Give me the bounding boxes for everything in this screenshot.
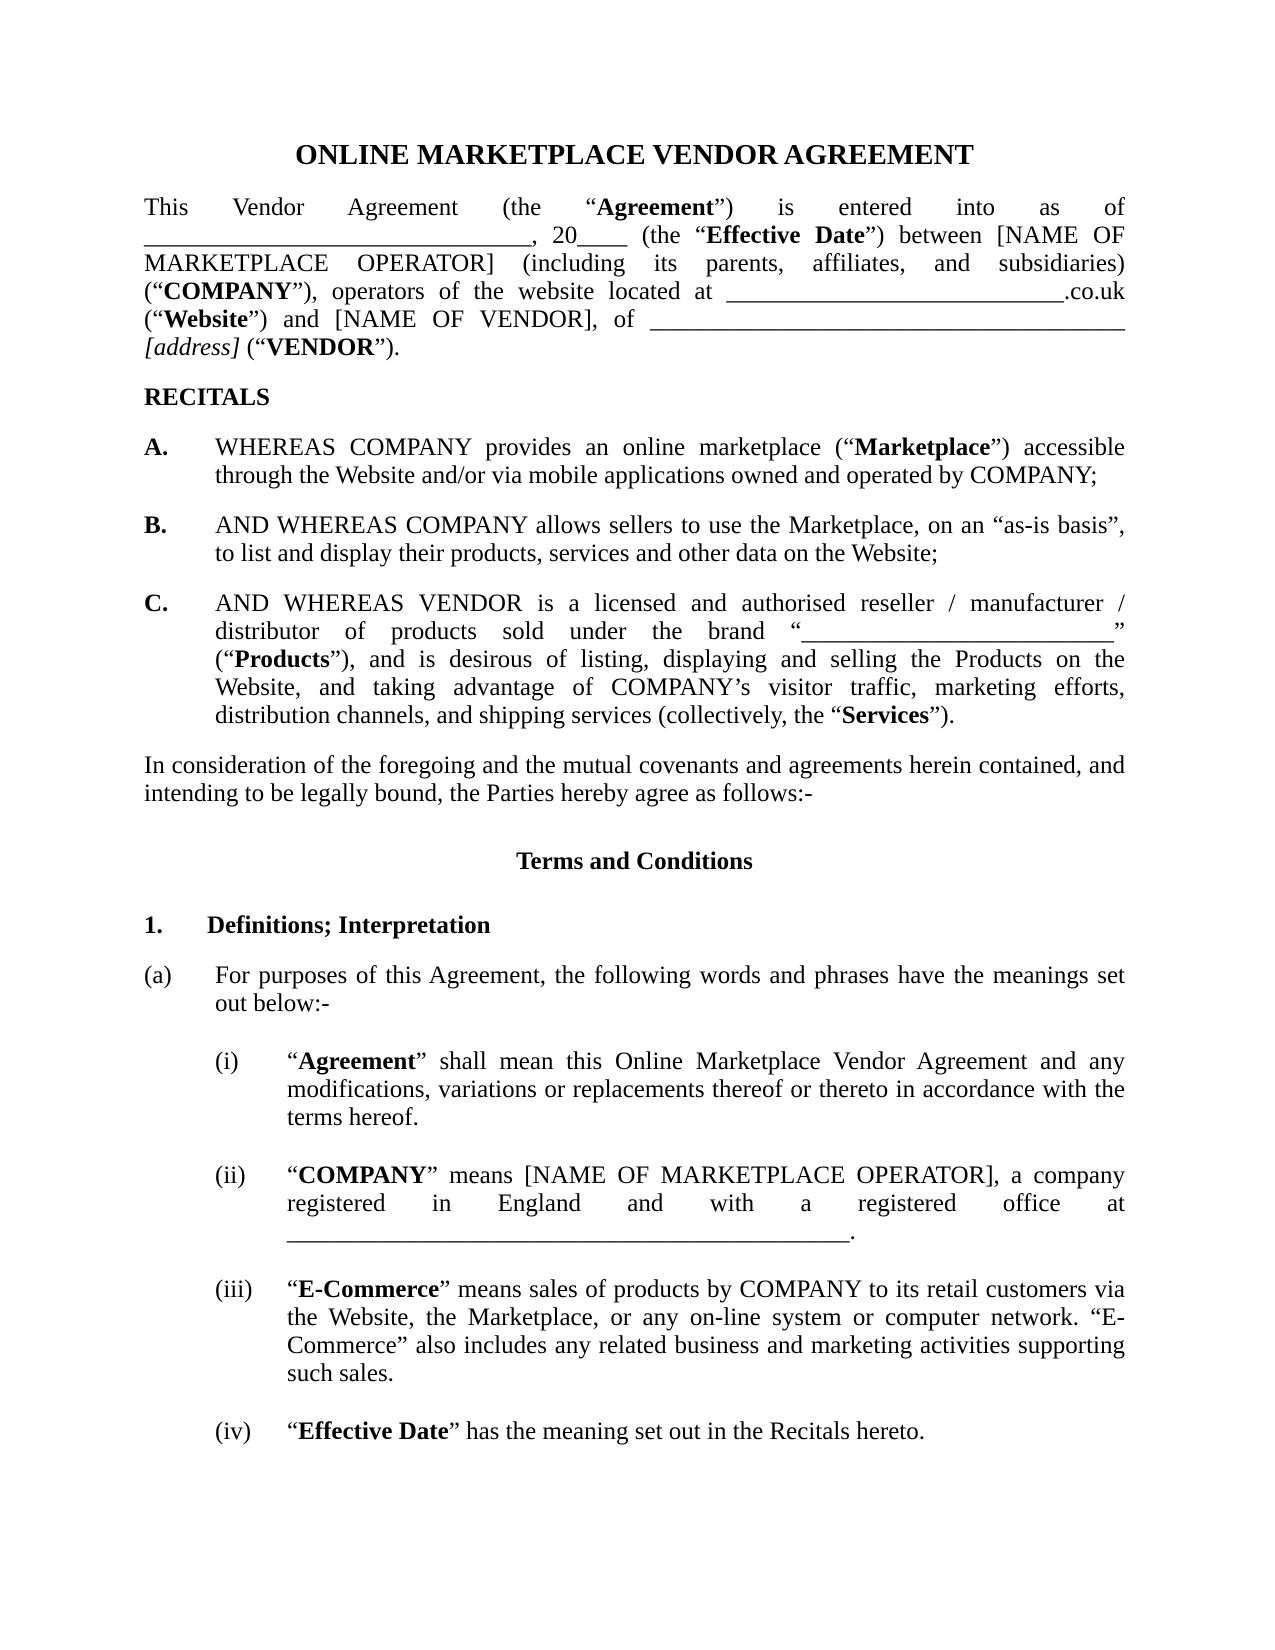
text-run: Effective Date (706, 222, 865, 249)
recital-text (215, 434, 1125, 489)
consideration-paragraph (144, 752, 1125, 808)
recital-item-b (144, 512, 1125, 568)
text-run: This Vendor Agreement (the “ (144, 194, 597, 221)
clause-a (144, 962, 1125, 1018)
recital-label: A. (144, 434, 169, 461)
text-run: Agreement (298, 1048, 416, 1075)
definition-text (287, 1418, 925, 1445)
text-run: Products (234, 646, 330, 673)
section-1-heading (144, 912, 1125, 940)
text-run: “ (287, 1048, 299, 1075)
definition-item-iv (215, 1418, 1125, 1446)
text-run: [address] (144, 334, 241, 361)
definition-item-iii (215, 1276, 1125, 1388)
definition-text (287, 1162, 1125, 1245)
text-run: In consideration of the foregoing and the mutual covenants and agreements herein contained, and intending to be legally bound, the Parties hereby agree as follows:- (144, 752, 1125, 807)
definition-text (287, 1276, 1125, 1387)
text-run: Effective Date (298, 1418, 449, 1445)
recital-item-c (144, 590, 1125, 730)
text-run: Agreement (596, 194, 715, 221)
text-run: AND WHEREAS VENDOR is a licensed and authorised reseller / manufacturer / distributor of products sold under the brand “_________________________” (“ (215, 590, 1125, 673)
recital-item-a (144, 434, 1125, 490)
text-run: COMPANY (298, 1162, 427, 1189)
text-run: ”) between [NAME OF MARKETPLACE OPERATOR] (including its parents, affiliates, and subsidiaries) (“ (144, 222, 1125, 305)
text-run: ” means [NAME OF MARKETPLACE OPERATOR], a company registered in England and with a registered office at _____________________________________________. (287, 1162, 1125, 1245)
text-run: ”) accessible through the Website and/or via mobile applications owned and operated by COMPANY; (215, 434, 1125, 489)
text-run: ” shall mean this Online Marketplace Vendor Agreement and any modifications, variations or replacements thereof or thereto in accordance with the terms hereof. (287, 1048, 1125, 1131)
text-run: ”). (929, 702, 955, 729)
recital-text (215, 590, 1125, 729)
text-run: ”). (374, 334, 401, 361)
clause-text (215, 962, 1125, 1017)
text-run: ”) and [NAME OF VENDOR], of ______________________________________ (248, 306, 1125, 333)
section-number: 1. (144, 912, 163, 939)
text-run: ”), operators of the website located at ___________________________.co.uk (“ (144, 278, 1125, 333)
definition-text (287, 1048, 1125, 1131)
document-title: ONLINE MARKETPLACE VENDOR AGREEMENT (295, 139, 974, 171)
text-run: AND WHEREAS COMPANY allows sellers to use the Marketplace, on an “as-is basis”, to list and display their products, services and other data on the Website; (215, 512, 1125, 567)
text-run: Marketplace (854, 434, 991, 461)
text-run: “ (287, 1418, 299, 1445)
text-run: ”), and is desirous of listing, displaying and selling the Products on the Website, and taking advantage of COMPANY’s visitor traffic, marketing efforts, distribution channels, and shipping services (collectively, the “ (215, 646, 1125, 729)
text-run: For purposes of this Agreement, the following words and phrases have the meanings set out below:- (215, 962, 1125, 1017)
text-run: “ (287, 1162, 299, 1189)
definition-label: (iii) (215, 1276, 253, 1303)
definition-label: (iv) (215, 1418, 252, 1445)
definition-label: (i) (215, 1048, 239, 1075)
text-run: ” has the meaning set out in the Recitals hereto. (448, 1418, 925, 1445)
text-run: (“ (240, 334, 266, 361)
text-run: E-Commerce (298, 1276, 440, 1303)
clause-label: (a) (144, 962, 172, 989)
text-run: ”) is entered into as of _______________________________, 20____ (the “ (144, 194, 1125, 249)
recital-label: B. (144, 512, 167, 539)
text-run: VENDOR (266, 334, 375, 361)
recital-text (215, 512, 1125, 567)
recitals-heading: RECITALS (144, 384, 270, 411)
intro-paragraph (144, 194, 1125, 362)
text-run: “ (287, 1276, 299, 1303)
terms-heading: Terms and Conditions (516, 848, 753, 875)
definition-item-i (215, 1048, 1125, 1132)
text-run: Website (163, 306, 249, 333)
text-run: WHEREAS COMPANY provides an online marketplace (“ (215, 434, 855, 461)
recital-label: C. (144, 590, 169, 617)
text-run: Services (841, 702, 930, 729)
section-title: Definitions; Interpretation (207, 912, 491, 939)
definition-label: (ii) (215, 1162, 246, 1189)
text-run: ” means sales of products by COMPANY to its retail customers via the Website, the Marketplace, or any on-line system or computer network. “E-Commerce” also includes any related business and marketing activities supporting such sales. (287, 1276, 1125, 1387)
definition-item-ii (215, 1162, 1125, 1246)
text-run: COMPANY (163, 278, 293, 305)
